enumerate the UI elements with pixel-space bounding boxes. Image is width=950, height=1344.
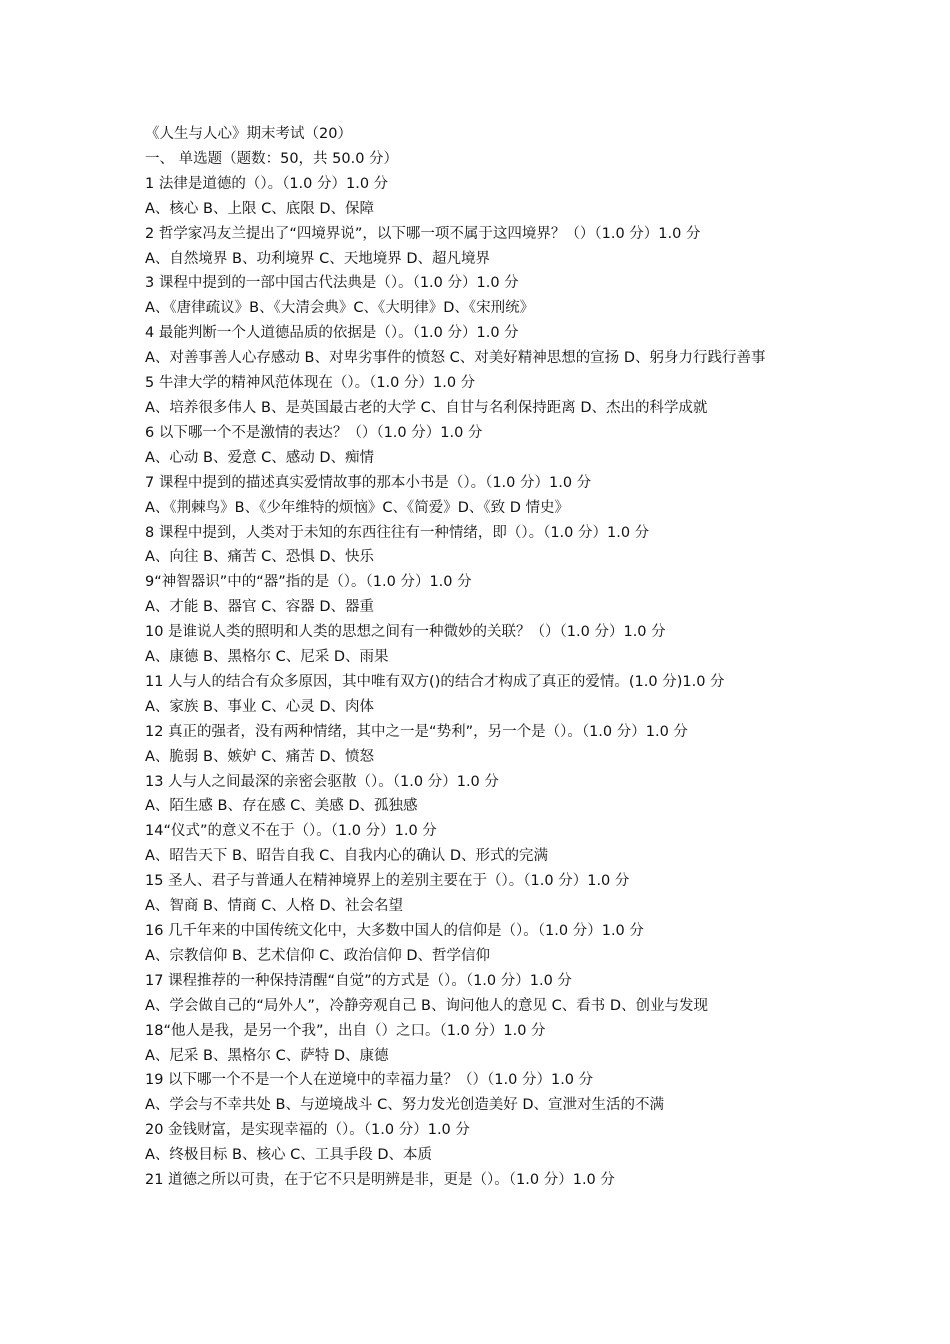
question-text: 1 法律是道德的（）。（1.0 分）1.0 分 [145, 175, 389, 192]
question-text: 7 课程中提到的描述真实爱情故事的那本小书是（）。（1.0 分）1.0 分 [145, 474, 592, 491]
question-text: 9“神智器识”中的“器”指的是（）。（1.0 分）1.0 分 [145, 574, 472, 591]
question-text: 3 课程中提到的一部中国古代法典是（）。（1.0 分）1.0 分 [145, 275, 519, 292]
answer-options: A、向往 B、痛苦 C、恐惧 D、快乐 [145, 549, 374, 566]
document-page [145, 122, 815, 1193]
answer-options: A、陌生感 B、存在感 C、美感 D、孤独感 [145, 798, 418, 815]
section-heading: 一、 单选题（题数：50，共 50.0 分） [145, 150, 399, 167]
answer-options: A、学会做自己的“局外人”，冷静旁观自己 B、询问他人的意见 C、看书 D、创业与发现 [145, 997, 709, 1014]
answer-options: A、康德 B、黑格尔 C、尼采 D、雨果 [145, 649, 389, 666]
question-text: 19 以下哪一个不是一个人在逆境中的幸福力量？（）（1.0 分）1.0 分 [145, 1072, 594, 1089]
question-text: 5 牛津大学的精神风范体现在（）。（1.0 分）1.0 分 [145, 375, 476, 392]
answer-options: A、宗教信仰 B、艺术信仰 C、政治信仰 D、哲学信仰 [145, 947, 490, 964]
question-text: 21 道德之所以可贵，在于它不只是明辨是非，更是（）。（1.0 分）1.0 分 [145, 1172, 615, 1189]
answer-options: A、昭告天下 B、昭告自我 C、自我内心的确认 D、形式的完满 [145, 848, 548, 865]
question-text: 20 金钱财富，是实现幸福的（）。（1.0 分）1.0 分 [145, 1122, 470, 1139]
answer-options: A、智商 B、情商 C、人格 D、社会名望 [145, 898, 403, 915]
question-text: 10 是谁说人类的照明和人类的思想之间有一种微妙的关联？（）（1.0 分）1.0 分 [145, 624, 666, 641]
answer-options: A、才能 B、器官 C、容器 D、器重 [145, 599, 374, 616]
question-text: 16 几千年来的中国传统文化中，大多数中国人的信仰是（）。（1.0 分）1.0 分 [145, 923, 644, 939]
answer-options: A、核心 B、上限 C、底限 D、保障 [145, 200, 374, 217]
answer-options: A、家族 B、事业 C、心灵 D、肉体 [145, 698, 374, 715]
question-text: 2 哲学家冯友兰提出了“四境界说”，以下哪一项不属于这四境界？（）（1.0 分）1.0 分 [145, 225, 701, 242]
answer-options: A、心动 B、爱意 C、感动 D、痴情 [145, 449, 374, 466]
question-text: 15 圣人、君子与普通人在精神境界上的差别主要在于（）。（1.0 分）1.0 分 [145, 873, 630, 890]
question-text: 11 人与人的结合有众多原因，其中唯有双方()的结合才构成了真正的爱情。(1.0 分)1.0 分 [145, 673, 725, 690]
answer-options: A、培养很多伟人 B、是英国最古老的大学 C、自甘与名利保持距离 D、杰出的科学成就 [145, 399, 708, 416]
question-text: 4 最能判断一个人道德品质的依据是（）。（1.0 分）1.0 分 [145, 325, 519, 342]
question-text: 6 以下哪一个不是激情的表达？（）（1.0 分）1.0 分 [145, 424, 483, 441]
document-title: 《人生与人心》期末考试（20） [145, 126, 352, 142]
question-list [145, 172, 815, 1193]
answer-options: A、《唐律疏议》B、《大清会典》C、《大明律》D、《宋刑统》 [145, 300, 535, 317]
answer-options: A、自然境界 B、功利境界 C、天地境界 D、超凡境界 [145, 250, 490, 267]
answer-options: A、脆弱 B、嫉妒 C、痛苦 D、愤怒 [145, 748, 374, 765]
question-text: 8 课程中提到，人类对于未知的东西往往有一种情绪，即（）。（1.0 分）1.0 分 [145, 524, 650, 541]
answer-options: A、对善事善人心存感动 B、对卑劣事件的愤怒 C、对美好精神思想的宣扬 D、躬身力行践行善事 [145, 350, 766, 367]
question-text: 14“仪式”的意义不在于（）。（1.0 分）1.0 分 [145, 823, 437, 840]
answer-options: A、《荆棘鸟》B、《少年维特的烦恼》C、《简爱》D、《致 D 情史》 [145, 499, 570, 516]
question-text: 13 人与人之间最深的亲密会驱散（）。（1.0 分）1.0 分 [145, 773, 499, 790]
answer-options: A、终极目标 B、核心 C、工具手段 D、本质 [145, 1147, 432, 1164]
answer-options: A、尼采 B、黑格尔 C、萨特 D、康德 [145, 1047, 389, 1064]
answer-options: A、学会与不幸共处 B、与逆境战斗 C、努力发光创造美好 D、宣泄对生活的不满 [145, 1097, 664, 1114]
question-text: 17 课程推荐的一种保持清醒“自觉”的方式是（）。（1.0 分）1.0 分 [145, 972, 572, 989]
question-text: 18“他人是我，是另一个我”，出自（）之口。（1.0 分）1.0 分 [145, 1022, 546, 1039]
question-text: 12 真正的强者，没有两种情绪，其中之一是“势利”，另一个是（）。（1.0 分）1.0 分 [145, 723, 688, 740]
